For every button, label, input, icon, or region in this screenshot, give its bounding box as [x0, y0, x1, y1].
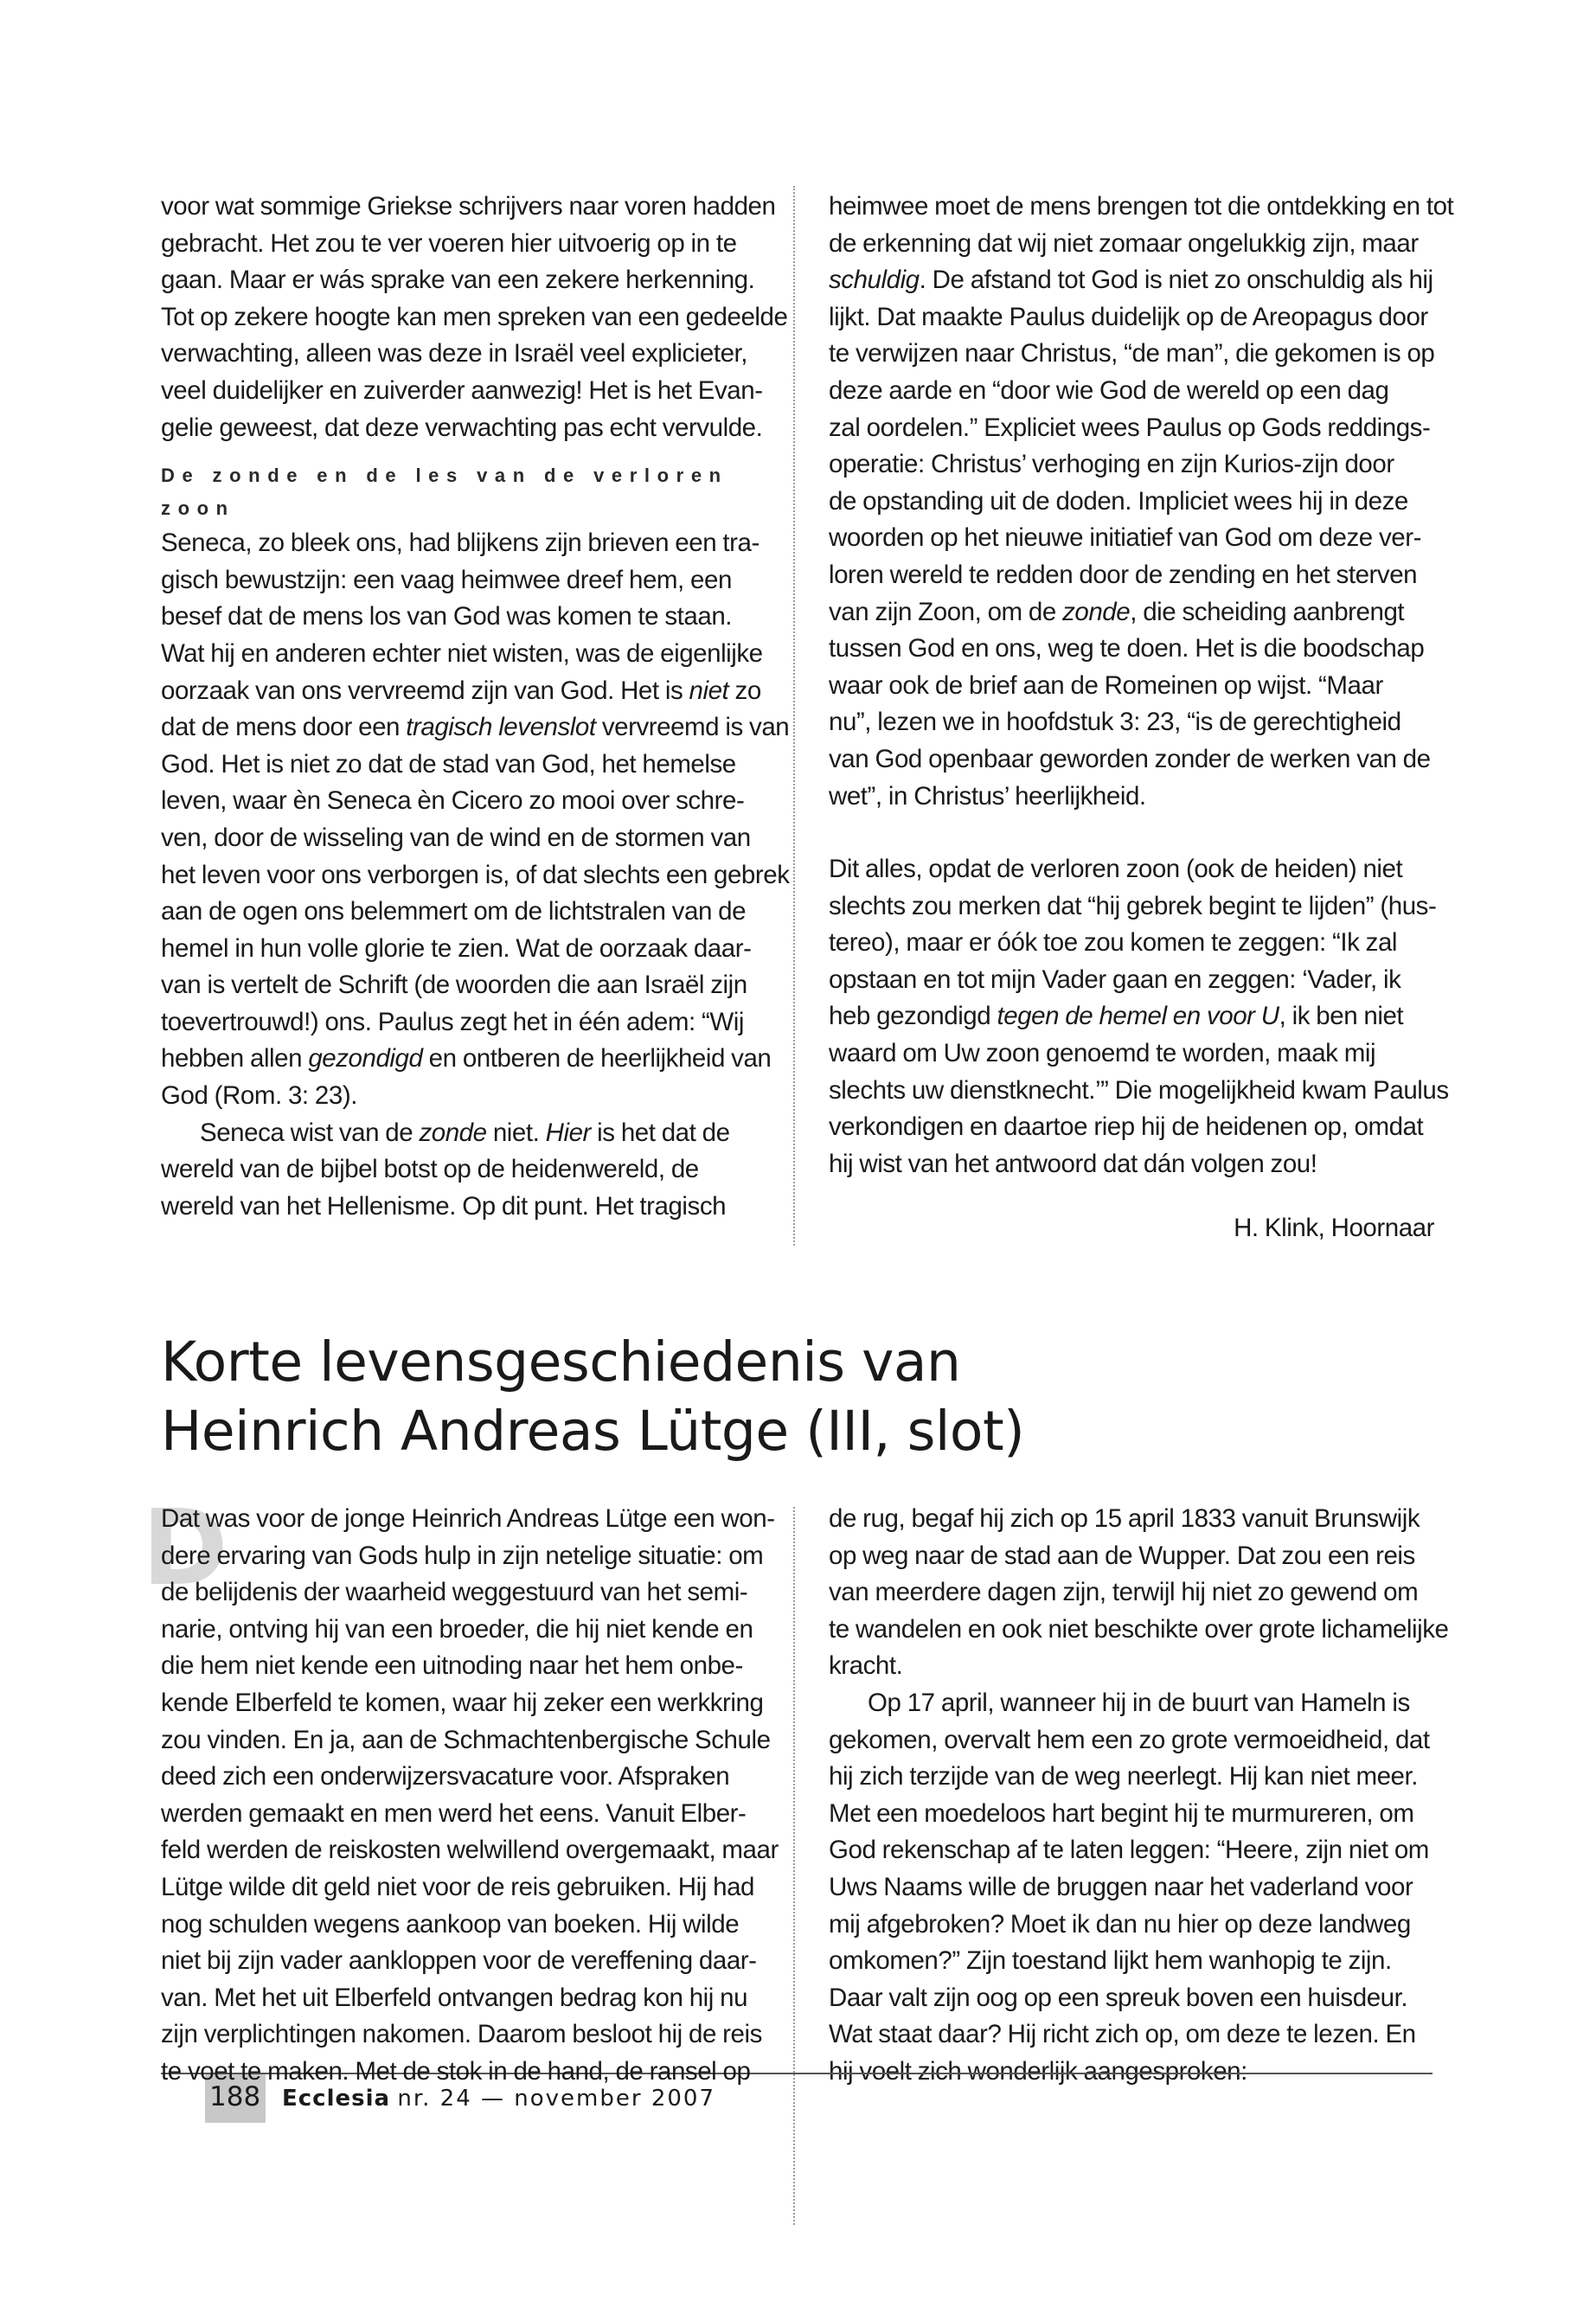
text-line: gekomen, overvalt hem een zo grote vermoeidheid, dat	[829, 1725, 1430, 1754]
text-line: van is vertelt de Schrift (de woorden die aan Israël zijn	[161, 971, 747, 1000]
text-line: leven, waar èn Seneca èn Cicero zo mooi over schre-	[161, 786, 745, 816]
text-line: op weg naar de stad aan de Wupper. Dat zou een reis	[829, 1541, 1415, 1570]
text-line: slechts uw dienstknecht.’” Die mogelijkheid kwam Paulus	[829, 1075, 1449, 1105]
text-line: te verwijzen naar Christus, “de man”, die gekomen is op	[829, 339, 1435, 369]
text-line: zal oordelen.” Expliciet wees Paulus op Gods reddings-	[829, 413, 1431, 442]
text-line: heimwee moet de mens brengen tot die ontdekking en tot	[829, 192, 1454, 221]
emphasis: tragisch levenslot	[406, 713, 596, 742]
text-line: te wandelen en ook niet beschikte over grote lichamelijke	[829, 1614, 1449, 1644]
text-line: loren wereld te redden door de zending en het sterven	[829, 560, 1418, 589]
text-line: hemel in hun volle glorie te zien. Wat de oorzaak daar-	[161, 933, 752, 963]
article-title-line: Korte levensgeschiedenis van	[161, 1330, 961, 1394]
article-title	[161, 1328, 1372, 1466]
text-line: verwachting, alleen was deze in Israël veel explicieter,	[161, 339, 748, 369]
text-line: narie, ontving hij van een broeder, die hij niet kende en	[161, 1614, 753, 1644]
text-line: Tot op zekere hoogte kan men spreken van een gedeelde	[161, 302, 788, 331]
text-line: Seneca wist van de zonde niet. Hier is het dat de	[200, 1118, 730, 1147]
text-line: zou vinden. En ja, aan de Schmachtenbergische Schule	[161, 1725, 771, 1754]
text-line: besef dat de mens los van God was komen te staan.	[161, 602, 733, 631]
text-line: veel duidelijker en zuiverder aanwezig! Het is het Evan-	[161, 375, 763, 405]
text-line: dat de mens door een tragisch levenslot vervreemd is van	[161, 713, 790, 742]
text-line: aan de ogen ons belemmert om de lichtstralen van de	[161, 897, 747, 926]
text-line: deze aarde en “door wie God de wereld op een dag	[829, 375, 1389, 405]
article-paragraph	[829, 1685, 1434, 2091]
text-line: Lütge wilde dit geld niet voor de reis gebruiken. Hij had	[161, 1872, 754, 1901]
article-paragraph	[161, 1501, 779, 2091]
text-line: Met een moedeloos hart begint hij te murmureren, om	[829, 1798, 1414, 1828]
text-line: oorzaak van ons vervreemd zijn van God. Het is niet zo	[161, 676, 761, 705]
text-line: dere ervaring van Gods hulp in zijn netelige situatie: om	[161, 1541, 764, 1570]
drop-cap: D	[142, 1489, 228, 1609]
emphasis: schuldig	[829, 266, 920, 295]
article-paragraph	[829, 1501, 1449, 1685]
emphasis: tegen de hemel en voor U	[997, 1002, 1279, 1031]
text-line: heb gezondigd tegen de hemel en voor U, ik ben niet	[829, 1002, 1404, 1031]
text-line: kende Elberfeld te komen, waar hij zeker een werkkring	[161, 1688, 764, 1717]
text-line: omkomen?” Zijn toestand lijkt hem wanhopig te zijn.	[829, 1946, 1392, 1976]
text-line: toevertrouwd!) ons. Paulus zegt het in één adem: “Wij	[161, 1007, 744, 1036]
text-line: de opstanding uit de doden. Impliciet wees hij in deze	[829, 486, 1408, 516]
journal-name: Ecclesia	[282, 2086, 391, 2112]
text-line: God. Het is niet zo dat de stad van God, het hemelse	[161, 749, 736, 779]
text-line: niet bij zijn vader aankloppen voor de vereffening daar-	[161, 1946, 757, 1976]
text-line: gaan. Maar er wás sprake van een zekere herkenning.	[161, 266, 755, 295]
text-line: Dit alles, opdat de verloren zoon (ook de heiden) niet	[829, 855, 1403, 884]
text-line: voor wat sommige Griekse schrijvers naar voren hadden	[161, 192, 776, 221]
section-heading	[161, 459, 758, 525]
text-line: waar ook de brief aan de Romeinen op wijst. “Maar	[829, 670, 1383, 700]
column-divider	[793, 186, 795, 1246]
text-line: slechts zou merken dat “hij gebrek begint te lijden” (hus-	[829, 891, 1437, 920]
text-line: hij zich terzijde van de weg neerlegt. Hij kan niet meer.	[829, 1762, 1418, 1791]
text-line: hij wist van het antwoord dat dán volgen zou!	[829, 1149, 1317, 1178]
text-line: te voet te maken. Met de stok in de hand, de ransel op	[161, 2056, 751, 2086]
text-line: tussen God en ons, weg te doen. Het is die boodschap	[829, 634, 1425, 663]
text-line: feld werden de reiskosten welwillend overgemaakt, maar	[161, 1836, 779, 1865]
text-line: ven, door de wisseling van de wind en de stormen van	[161, 823, 751, 852]
text-line: gelie geweest, dat deze verwachting pas echt vervulde.	[161, 413, 763, 442]
text-line: God (Rom. 3: 23).	[161, 1081, 357, 1111]
text-line: van meerdere dagen zijn, terwijl hij niet zo gewend om	[829, 1578, 1419, 1607]
text-line: woorden op het nieuwe initiatief van God om deze ver-	[829, 523, 1421, 553]
text-line: nu”, lezen we in hoofdstuk 3: 23, “is de gerechtigheid	[829, 708, 1401, 737]
emphasis: zonde	[1062, 597, 1131, 626]
text-line: de belijdenis der waarheid weggestuurd van het semi-	[161, 1578, 748, 1607]
section-paragraph	[161, 1115, 758, 1226]
text-line: Daar valt zijn oog op een spreuk boven een huisdeur.	[829, 1983, 1408, 2012]
text-line: Op 17 april, wanneer hij in de buurt van Hameln is	[868, 1688, 1410, 1717]
text-line: mij afgebroken? Moet ik dan nu hier op deze landweg	[829, 1909, 1411, 1939]
text-line: de rug, begaf hij zich op 15 april 1833 vanuit Brunswijk	[829, 1504, 1420, 1533]
top-right-column	[829, 189, 1454, 1247]
text-line: de erkenning dat wij niet zomaar ongelukkig zijn, maar	[829, 228, 1419, 258]
opening-paragraph	[161, 189, 788, 446]
text-line: gisch bewustzijn: een vaag heimwee dreef hem, een	[161, 565, 732, 594]
bottom-right-column	[829, 1501, 1449, 2091]
emphasis: Hier	[545, 1118, 591, 1147]
text-line: kracht.	[829, 1651, 903, 1681]
top-left-column	[161, 189, 790, 1225]
text-line: van. Met het uit Elberfeld ontvangen bedrag kon hij nu	[161, 1983, 748, 2012]
text-line: zijn verplichtingen nakomen. Daarom besloot hij de reis	[161, 2020, 762, 2049]
text-line: Dat was voor de jonge Heinrich Andreas Lütge een won-	[161, 1504, 775, 1533]
text-line: verkondigen en daartoe riep hij de heidenen op, omdat	[829, 1112, 1424, 1142]
section-heading-line: zoon	[161, 497, 235, 520]
text-line: deed zich een onderwijzersvacature voor. Afspraken	[161, 1762, 730, 1791]
text-line: Seneca, zo bleek ons, had blijkens zijn brieven een tra-	[161, 529, 760, 558]
text-line: Uws Naams wille de bruggen naar het vaderland voor	[829, 1872, 1413, 1901]
text-line: wet”, in Christus’ heerlijkheid.	[829, 781, 1146, 811]
section-heading-line: De zonde en de les van de verloren	[161, 465, 728, 487]
column-divider	[793, 1507, 795, 2225]
section-paragraph	[829, 189, 1454, 815]
text-line: waard om Uw zoon genoemd te worden, maak mij	[829, 1039, 1376, 1068]
text-line: Wat hij en anderen echter niet wisten, was de eigenlijke	[161, 638, 763, 668]
text-line: hij voelt zich wonderlijk aangesproken:	[829, 2056, 1247, 2086]
text-line: God rekenschap af te laten leggen: “Heere, zijn niet om	[829, 1836, 1429, 1865]
text-line: Wat staat daar? Hij richt zich op, om deze te lezen. En	[829, 2020, 1416, 2049]
text-line: het leven voor ons verborgen is, of dat slechts een gebrek	[161, 860, 790, 889]
author-signature: H. Klink, Hoornaar	[1234, 1214, 1434, 1243]
text-line: opstaan en tot mijn Vader gaan en zeggen: ‘Vader, ik	[829, 965, 1401, 994]
text-line: die hem niet kende een uitnoding naar het hem onbe-	[161, 1651, 743, 1681]
text-line: operatie: Christus’ verhoging en zijn Kurios-zijn door	[829, 450, 1394, 479]
text-line: lijkt. Dat maakte Paulus duidelijk op de Areopagus door	[829, 302, 1428, 331]
text-line: wereld van het Hellenisme. Op dit punt. Het tragisch	[161, 1191, 727, 1221]
text-line: nog schulden wegens aankoop van boeken. Hij wilde	[161, 1909, 740, 1939]
issue-info: nr. 24 — november 2007	[397, 2086, 715, 2112]
emphasis: zonde	[419, 1118, 487, 1147]
emphasis: niet	[689, 676, 729, 705]
text-line: van zijn Zoon, om de zonde, die scheiding aanbrengt	[829, 597, 1405, 626]
text-line: van God openbaar geworden zonder de werken van de	[829, 744, 1431, 773]
bottom-left-column	[161, 1501, 779, 2091]
text-line: werden gemaakt en men werd het eens. Vanuit Elber-	[161, 1798, 747, 1828]
emphasis: gezondigd	[308, 1044, 423, 1074]
text-line: tereo), maar er óók toe zou komen te zeggen: “Ik zal	[829, 928, 1397, 958]
section-paragraph	[829, 851, 1449, 1183]
text-line: gebracht. Het zou te ver voeren hier uitvoerig op in te	[161, 228, 737, 258]
section-paragraph	[161, 525, 790, 1115]
text-line: hebben allen gezondigd en ontberen de heerlijkheid van	[161, 1044, 772, 1074]
article-title-line: Heinrich Andreas Lütge (III, slot)	[161, 1400, 1025, 1463]
text-line: schuldig. De afstand tot God is niet zo onschuldig als hij	[829, 266, 1433, 295]
page-number: 188	[209, 2081, 261, 2112]
text-line: wereld van de bijbel botst op de heidenwereld, de	[161, 1155, 699, 1184]
